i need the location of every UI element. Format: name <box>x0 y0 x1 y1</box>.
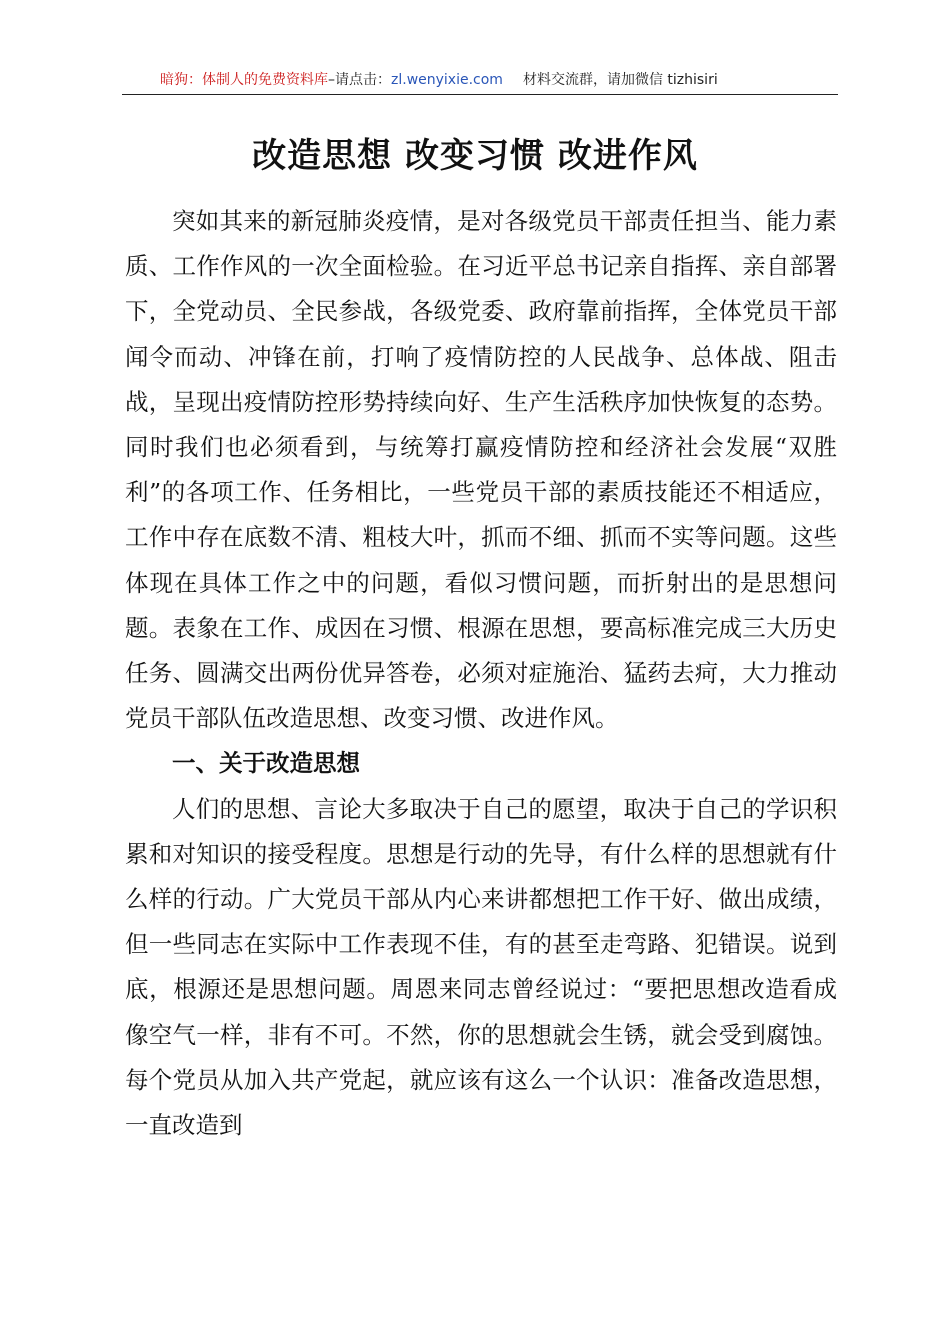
section-paragraph: 人们的思想、言论大多取决于自己的愿望，取决于自己的学识积累和对知识的接受程度。思想是行动的先导，有什么样的思想就有什么样的行动。广大党员干部从内心来讲都想把工作干好、做出成绩，但一些同志在实际中工作表现不佳，有的甚至走弯路、犯错误。说到底，根源还是思想问题。周恩来同志曾经说过：“要把思想改造看成像空气一样，非有不可。不然，你的思想就会生锈，就会受到腐蚀。每个党员从加入共产党起，就应该有这么一个认识：准备改造思想，一直改造到 <box>125 794 837 1140</box>
section-heading: 一、关于改造思想 <box>172 749 360 778</box>
document-body <box>125 199 837 1148</box>
header-click-label: –请点击： <box>328 72 391 88</box>
header-line <box>160 70 718 90</box>
header-group-text: 材料交流群，请加微信 tizhisiri <box>522 72 718 88</box>
header-site-label: 暗狗：体制人的免费资料库 <box>160 72 328 88</box>
page-header <box>122 68 838 95</box>
header-url-link[interactable]: zl.wenyixie.com <box>391 72 503 88</box>
intro-paragraph: 突如其来的新冠肺炎疫情，是对各级党员干部责任担当、能力素质、工作作风的一次全面检验。在习近平总书记亲自指挥、亲自部署下，全党动员、全民参战，各级党委、政府靠前指挥，全体党员干部闻令而动、冲锋在前，打响了疫情防控的人民战争、总体战、阻击战，呈现出疫情防控形势持续向好、生产生活秩序加快恢复的态势。同时我们也必须看到，与统筹打赢疫情防控和经济社会发展“双胜利”的各项工作、任务相比，一些党员干部的素质技能还不相适应，工作中存在底数不清、粗枝大叶，抓而不细、抓而不实等问题。这些体现在具体工作之中的问题，看似习惯问题，而折射出的是思想问题。表象在工作、成因在习惯、根源在思想，要高标准完成三大历史任务、圆满交出两份优异答卷，必须对症施治、猛药去疴，大力推动党员干部队伍改造思想、改变习惯、改进作风。 <box>125 207 837 733</box>
document-title: 改造思想 改变习惯 改进作风 <box>252 136 698 176</box>
